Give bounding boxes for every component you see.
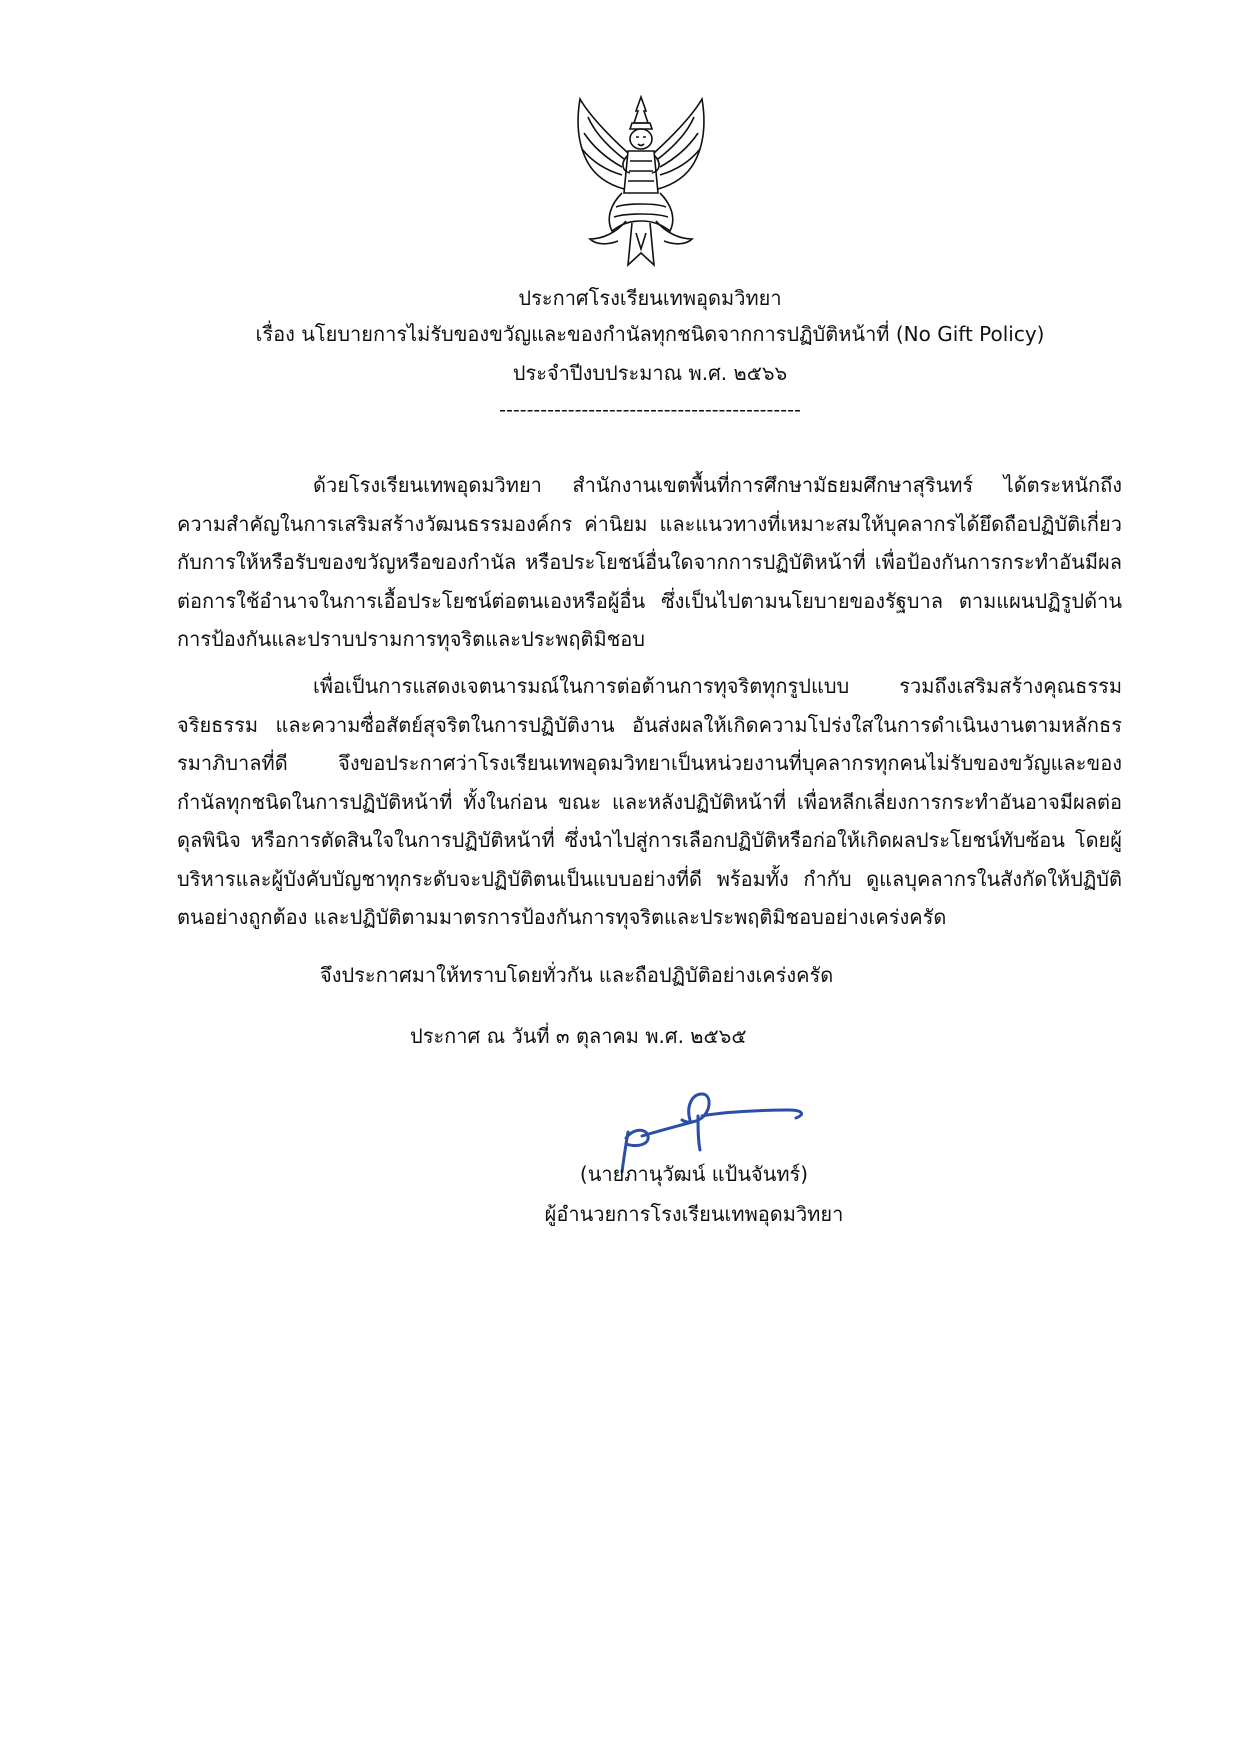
body-paragraph-1-text: ด้วยโรงเรียนเทพอุดมวิทยา สำนักงานเขตพื้นที่การศึกษามัธยมศึกษาสุรินทร์ ได้ตระหนักถึงความสำคัญในการเสริมสร้างวัฒนธรรมองค์กร ค่านิยม และแนวทางที่เหมาะสมให้บุคลากรได้ยึดถือปฏิบัติเกี่ยวกับการให้หรือรับของขวัญหรือของกำนัล หรือประโยชน์อื่นใดจากการปฏิบัติหน้าที่ เพื่อป้องกันการกระทำอันมีผลต่อการใช้อำนาจในการเอื้อประโยชน์ต่อตนเองหรือผู้อื่น ซึ่งเป็นไปตามนโยบายของรัฐบาล ตามแผนปฏิรูปด้านการป้องกันและปราบปรามการทุจริตและประพฤติมิชอบ <box>177 473 1122 651</box>
announcement-title: ประกาศโรงเรียนเทพอุดมวิทยา <box>518 286 782 310</box>
announcement-date: ประกาศ ณ วันที่ ๓ ตุลาคม พ.ศ. ๒๕๖๕ <box>410 1024 747 1048</box>
garuda-emblem-icon <box>566 93 716 273</box>
closing-announcement: จึงประกาศมาให้ทราบโดยทั่วกัน และถือปฏิบัติอย่างเคร่งครัด <box>320 963 834 987</box>
signer-name: (นายภานุวัฒน์ แป้นจันทร์) <box>579 1162 809 1186</box>
signer-position: ผู้อำนวยการโรงเรียนเทพอุดมวิทยา <box>544 1202 844 1226</box>
body-paragraph-1 <box>177 466 1122 659</box>
divider-rule: -------------------------------------------- <box>499 399 801 421</box>
body-paragraph-2 <box>177 667 1122 937</box>
fiscal-year-line: ประจำปีงบประมาณ พ.ศ. ๒๕๖๖ <box>512 361 788 385</box>
body-paragraph-2-text: เพื่อเป็นการแสดงเจตนารมณ์ในการต่อต้านการทุจริตทุกรูปแบบ รวมถึงเสริมสร้างคุณธรรมจริยธรรม และความซื่อสัตย์สุจริตในการปฏิบัติงาน อันส่งผลให้เกิดความโปร่งใสในการดำเนินงานตามหลักธรรมาภิบาลที่ดี จึงขอประกาศว่าโรงเรียนเทพอุดมวิทยาเป็นหน่วยงานที่บุคลากรทุกคนไม่รับของขวัญและของกำนัลทุกชนิดในการปฏิบัติหน้าที่ ทั้งในก่อน ขณะ และหลังปฏิบัติหน้าที่ เพื่อหลีกเลี่ยงการกระทำอันอาจมีผลต่อดุลพินิจ หรือการตัดสินใจในการปฏิบัติหน้าที่ ซึ่งนำไปสู่การเลือกปฏิบัติหรือก่อให้เกิดผลประโยชน์ทับซ้อน โดยผู้บริหารและผู้บังคับบัญชาทุกระดับจะปฏิบัติตนเป็นแบบอย่างที่ดี พร้อมทั้ง กำกับ ดูแลบุคลากรในสังกัดให้ปฏิบัติตนอย่างถูกต้อง และปฏิบัติตามมาตรการป้องกันการทุจริตและประพฤติมิชอบอย่างเคร่งครัด <box>177 674 1122 929</box>
announcement-subject: เรื่อง นโยบายการไม่รับของขวัญและของกำนัลทุกชนิดจากการปฏิบัติหน้าที่ (No Gift Policy) <box>255 322 1045 346</box>
